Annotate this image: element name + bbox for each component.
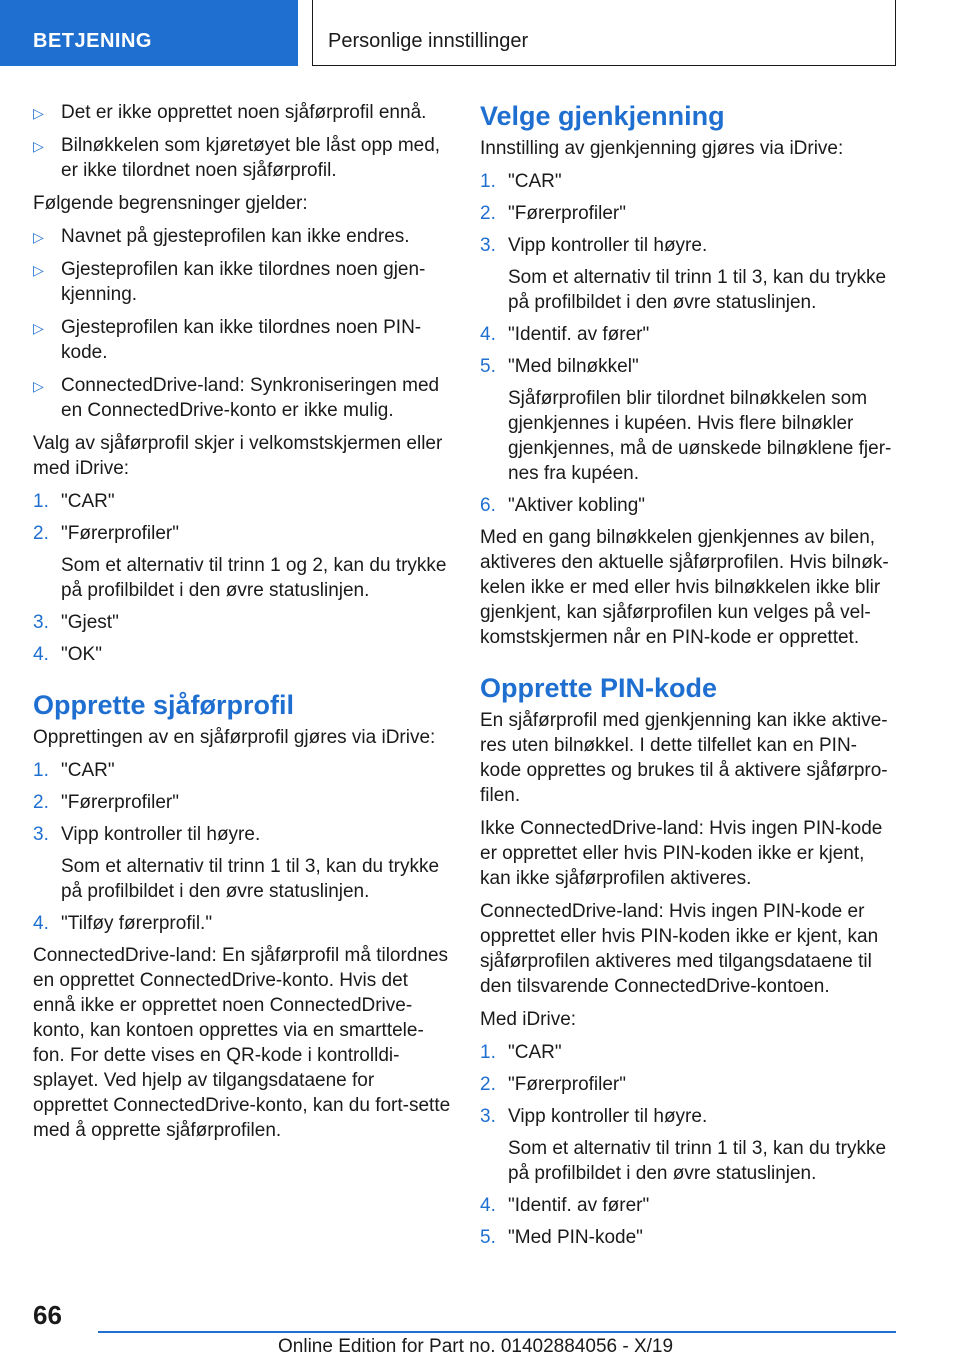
triangle-bullet-icon: ▷ [33,378,44,394]
step: 2. "Førerprofiler" [33,792,179,813]
section-heading: Opprette PIN-kode [480,673,718,703]
paragraph: ConnectedDrive-land: Hvis ingen PIN-kode er opprettet eller hvis PIN-koden ikke er kjent, kan sjåførprofilen aktiveres med tilgangsdataene til den tilsvarende ConnectedDrive-kontoen. [480,901,879,997]
paragraph: ConnectedDrive-land: En sjåførprofil må tilordnes en opprettet ConnectedDrive-konto. Hvis det ennå ikke er opprettet noen ConnectedDrive-konto, kan kontoen opprettes via en smarttele-fon. For dette vises en QR-kode i kontrolldi-splayet. Ved hjelp av tilgangsdataene for opprettet ConnectedDrive-konto, kan du fort-sette med å opprette sjåførprofilen. [33,945,451,1141]
step-note: Sjåførprofilen blir tilordnet bilnøkkelen som gjenkjennes i kupéen. Hvis flere bilnøkler gjenkjennes, må de uønskede bilnøklene fjer-nes fra kupéen. [508,388,892,484]
numbered-steps [33,489,451,667]
list-item: ▷ Navnet på gjesteprofilen kan ikke endres. [33,224,451,249]
step: 3. Vipp kontroller til høyre. [33,824,261,845]
triangle-bullet-icon: ▷ [33,320,44,336]
step: 5. "Med PIN-kode" [480,1227,643,1248]
step: 2. "Førerprofiler" [480,203,626,224]
step: 1. "CAR" [480,171,562,192]
numbered-steps [33,758,451,936]
left-column [33,100,451,1151]
footer-divider [98,1331,896,1333]
step-note: Som et alternativ til trinn 1 til 3, kan du trykke på profilbildet i den øvre statuslinjen. [508,267,887,313]
step: 4. "OK" [33,644,102,665]
paragraph: Valg av sjåførprofil skjer i velkomstskjermen eller med iDrive: [33,433,443,479]
list-item: ▷ Gjesteprofilen kan ikke tilordnes noen PIN-kode. [33,317,422,363]
numbered-steps [480,1040,898,1250]
step: 2. "Førerprofiler" [33,523,179,544]
step-note: Som et alternativ til trinn 1 og 2, kan du trykke på profilbildet i den øvre statuslinjen. [61,555,447,601]
page-header [0,0,960,66]
section-heading: Opprette sjåførprofil [33,690,295,720]
step: 4. "Identif. av fører" [480,1195,650,1216]
section-heading: Velge gjenkjenning [480,101,725,131]
paragraph: Med en gang bilnøkkelen gjenkjennes av bilen, aktiveres den aktuelle sjåførprofilen. Hvis bilnøk-kelen ikke er med eller hvis bilnøkkelen ikke blir gjenkjent, kan sjåførprofilen kun velges på vel-komstskjermen når en PIN-kode er opprettet. [480,527,889,648]
page-number: 66 [33,1300,62,1330]
list-item: ▷ Det er ikke opprettet noen sjåførprofil ennå. [33,100,451,125]
paragraph: En sjåførprofil med gjenkjenning kan ikke aktive-res uten bilnøkkel. I dette tilfellet kan en PIN-kode opprettes og brukes til å aktivere sjåførpro-filen. [480,710,888,806]
list-item: ▷ Gjesteprofilen kan ikke tilordnes noen gjen-kjenning. [33,259,426,305]
chapter-title: Personlige innstillinger [312,0,896,66]
step: 3. Vipp kontroller til høyre. [480,1106,708,1127]
bullet-list-conditions [33,100,451,183]
triangle-bullet-icon: ▷ [33,229,44,245]
step: 1. "CAR" [480,1042,562,1063]
paragraph: Ikke ConnectedDrive-land: Hvis ingen PIN-kode er opprettet eller hvis PIN-koden ikke er kjent, kan ikke sjåførprofilen aktiveres. [480,818,883,889]
list-item: ▷ Bilnøkkelen som kjøretøyet ble låst opp med, er ikke tilordnet noen sjåførprofil. [33,135,441,181]
step-note: Som et alternativ til trinn 1 til 3, kan du trykke på profilbildet i den øvre statuslinjen. [61,856,440,902]
step: 1. "CAR" [33,491,115,512]
numbered-steps [480,169,898,518]
list-item: ▷ ConnectedDrive-land: Synkroniseringen med en ConnectedDrive-konto er ikke mulig. [33,375,440,421]
triangle-bullet-icon: ▷ [33,262,44,278]
step: 4. "Identif. av fører" [480,324,650,345]
section-label: BETJENING [0,0,298,66]
right-column [480,100,898,1257]
triangle-bullet-icon: ▷ [33,138,44,154]
triangle-bullet-icon: ▷ [33,105,44,121]
step: 2. "Førerprofiler" [480,1074,626,1095]
step: 3. Vipp kontroller til høyre. [480,235,708,256]
step: 1. "CAR" [33,760,115,781]
bullet-list-restrictions [33,224,451,423]
step: 5. "Med bilnøkkel" [480,356,639,377]
paragraph: Innstilling av gjenkjenning gjøres via iDrive: [480,138,844,159]
paragraph: Følgende begrensninger gjelder: [33,193,308,214]
paragraph: Med iDrive: [480,1009,577,1030]
step: 4. "Tilføy førerprofil." [33,913,213,934]
step-note: Som et alternativ til trinn 1 til 3, kan du trykke på profilbildet i den øvre statuslinjen. [508,1138,887,1184]
step: 6. "Aktiver kobling" [480,495,646,516]
paragraph: Opprettingen av en sjåførprofil gjøres via iDrive: [33,727,436,748]
step: 3. "Gjest" [33,612,119,633]
footer-edition: Online Edition for Part no. 01402884056 - X/19 [278,1336,674,1357]
